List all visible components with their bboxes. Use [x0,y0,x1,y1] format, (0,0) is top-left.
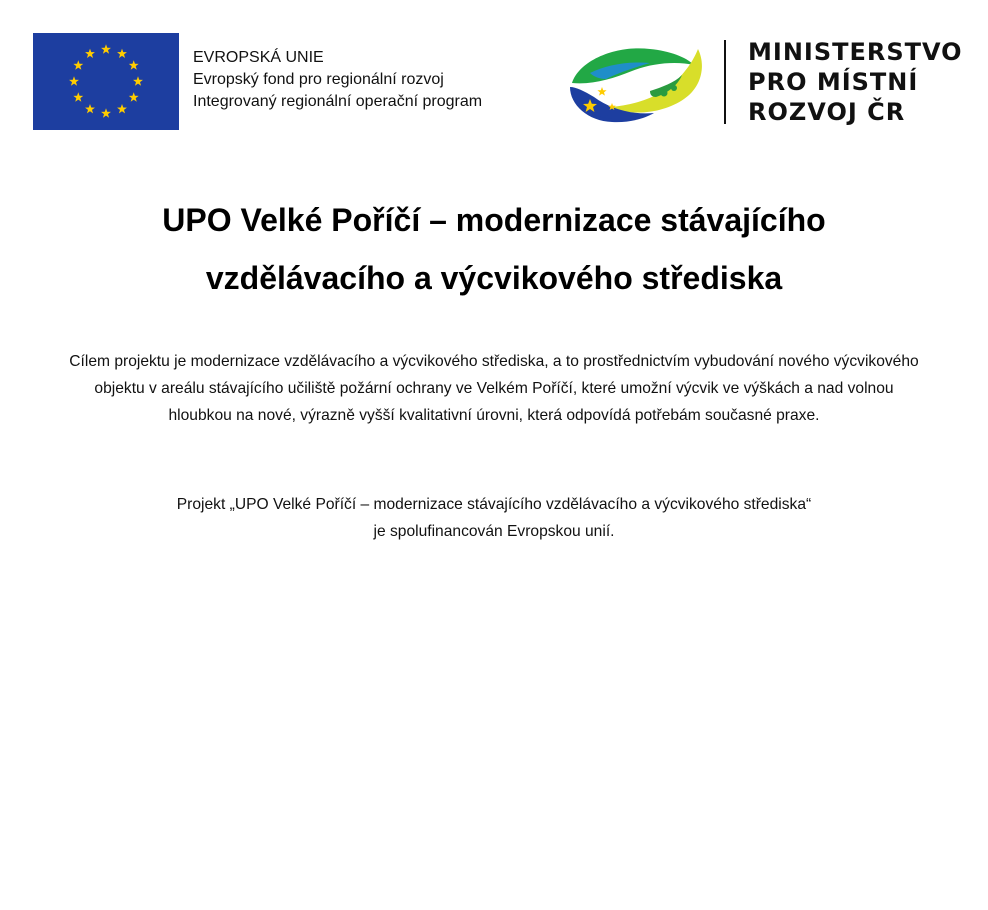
eu-flag-icon [33,33,179,130]
eu-logo-line-1: EVROPSKÁ UNIE [193,49,324,66]
project-title-line-1: UPO Velké Poříčí – modernizace stávajícího [162,202,826,238]
ministry-logo-line-2: PRO MÍSTNÍ [748,68,919,96]
funding-statement-line-1: Projekt „UPO Velké Poříčí – modernizace stávajícího vzdělávacího a výcvikového střediska“ [176,496,812,513]
project-description-line-2: objektu v areálu stávajícího učiliště požární ochrany ve Velkém Poříčí, které umožní výcvik ve výškách a nad volnou [94,380,894,397]
project-title [0,191,988,307]
project-description [0,348,988,429]
eu-logo-text [193,47,482,113]
funding-statement [0,491,988,545]
ministry-logo-text [748,37,963,127]
project-description-line-1: Cílem projektu je modernizace vzdělávacího a výcvikového střediska, a to prostřednictvím vybudování nového výcvikového [69,353,919,370]
eu-logo-line-2: Evropský fond pro regionální rozvoj [193,71,444,88]
logo-header [0,0,988,140]
funding-statement-line-2: je spolufinancován Evropskou unií. [373,523,615,540]
eu-logo-line-3: Integrovaný regionální operační program [193,93,483,110]
project-description-line-3: hloubkou na nové, výrazně vyšší kvalitativní úrovni, která odpovídá potřebám současné praxe. [168,407,820,424]
logo-divider [724,40,726,124]
ministry-logo-line-3: ROZVOJ ČR [748,98,906,126]
project-title-line-2: vzdělávacího a výcvikového střediska [205,260,783,296]
ministry-logo-line-1: MINISTERSTVO [748,38,963,66]
mmr-emblem-icon [566,43,708,123]
